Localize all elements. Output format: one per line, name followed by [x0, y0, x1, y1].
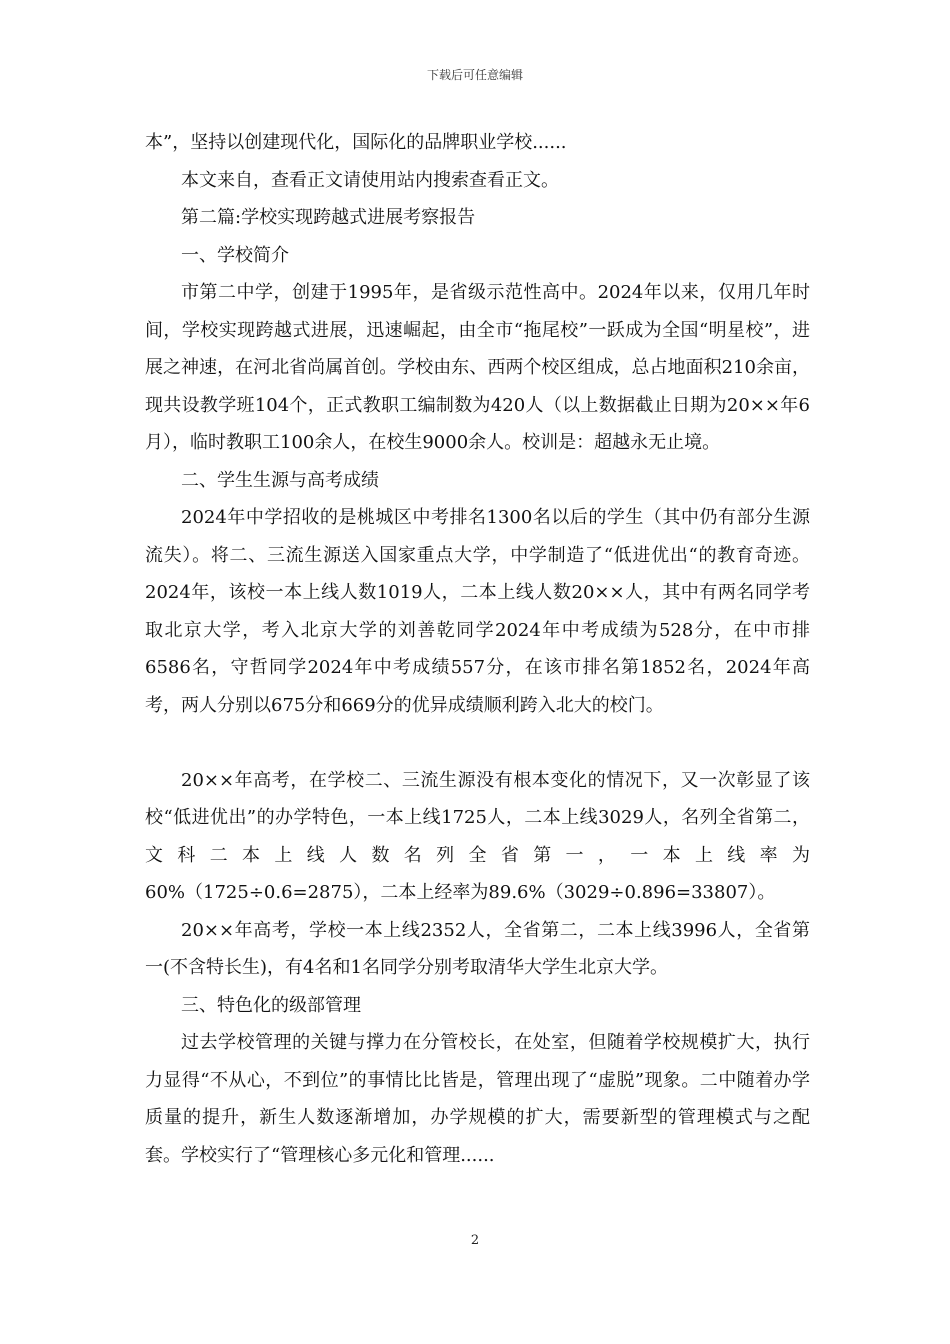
heading-school-intro: 一、学校简介	[181, 244, 289, 266]
paragraph-source-note: 本文来自，查看正文请使用站内搜索查看正文。	[181, 169, 559, 191]
paragraph-continuation: 本”，坚持以创建现代化，国际化的品牌职业学校......	[145, 132, 567, 153]
paragraph-students-exams: 2024年中学招收的是桃城区中考排名1300名以后的学生（其中仍有部分生源流失）。将二、三流生源送入国家重点大学，中学制造了“低进优出“的教育奇迹。2024年，该校一本上线人数1019人，二本上线人数20××人，其中有两名同学考取北京大学，考入北京大学的刘善乾同学2024年中考成绩为528分，在中市排6586名，守哲同学2024年中考成绩557分，在该市排名第1852名，2024年高考，两人分别以675分和669分的优异成绩顺利跨入北大的校门。	[145, 507, 810, 716]
section-title: 第二篇:学校实现跨越式进展考察报告	[181, 207, 476, 228]
page-header: 下载后可任意编辑	[426, 68, 523, 82]
document-body	[145, 124, 810, 1174]
heading-students-exams: 二、学生生源与高考成绩	[181, 469, 379, 491]
paragraph-exam-results-a: 20××年高考，在学校二、三流生源没有根本变化的情况下，又一次彰显了该校“低进优出”的办学特色，一本上线1725人，二本上线3029人，名列全省第二，文科二本上线人数名列全省第一，一本上线率为	[145, 769, 810, 866]
paragraph-school-intro: 市第二中学，创建于1995年，是省级示范性高中。2024年以来，仅用几年时间，学校实现跨越式进展，迅速崛起，由全市“拖尾校”一跃成为全国“明星校”，进展之神速，在河北省尚属首创。学校由东、西两个校区组成，总占地面积210余亩，现共设教学班104个，正式教职工编制数为420人（以上数据截止日期为20××年6月），临时教职工100余人，在校生9000余人。校训是：超越永无止境。	[145, 282, 810, 453]
paragraph-gap	[145, 724, 810, 762]
paragraph-exam-results-b: 60%（1725÷0.6=2875），二本上经率为89.6%（3029÷0.896=33807）。	[145, 882, 776, 903]
paragraph-grade-management: 过去学校管理的关键与撑力在分管校长，在处室，但随着学校规模扩大，执行力显得“不从心，不到位”的事情比比皆是，管理出现了“虚脱”现象。二中随着办学质量的提升，新生人数逐渐增加，办学规模的扩大，需要新型的管理模式与之配套。学校实行了“管理核心多元化和管理......	[145, 1032, 810, 1166]
heading-grade-management: 三、特色化的级部管理	[181, 994, 361, 1016]
paragraph-exam-results-c: 20××年高考，学校一本上线2352人，全省第二，二本上线3996人，全省第一(不含特长生)，有4名和1名同学分别考取清华大学生北京大学。	[145, 919, 810, 978]
page-number: 2	[470, 1233, 480, 1248]
